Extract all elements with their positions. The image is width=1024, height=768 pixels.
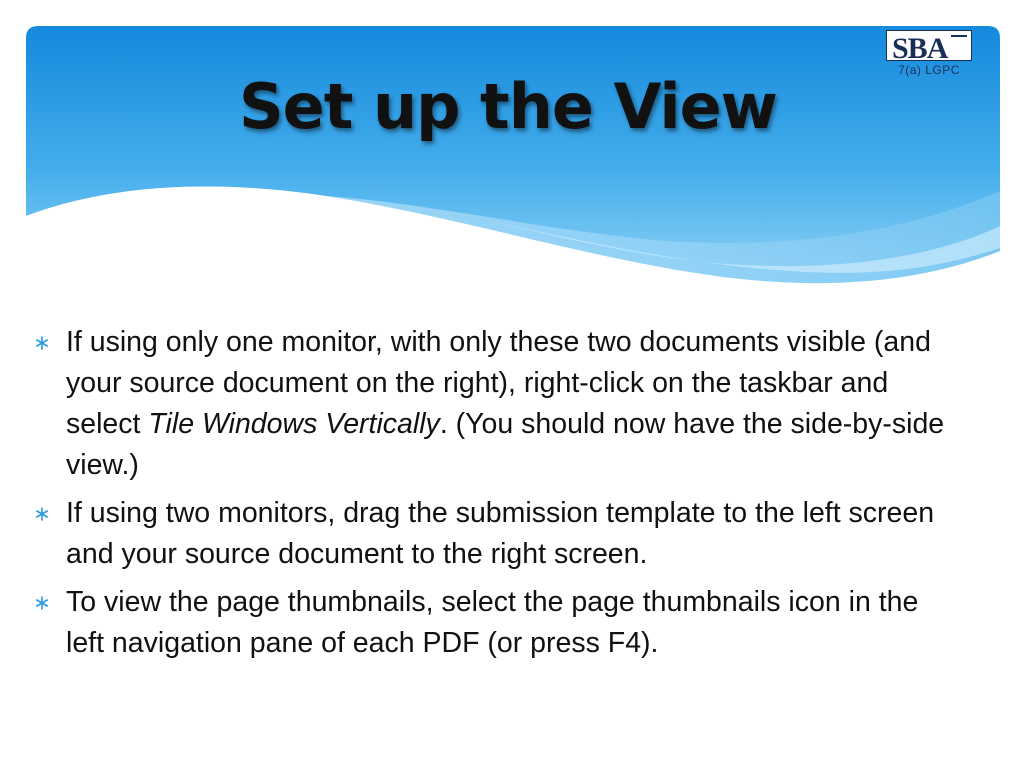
- sba-wordmark: SBA: [892, 32, 948, 62]
- bullet-text: If using two monitors, drag the submission template to the left screen and your source document to the right screen.: [66, 497, 935, 570]
- asterisk-bullet-icon: [34, 595, 50, 611]
- sba-logo: [886, 30, 974, 78]
- bullet-item: [34, 582, 964, 664]
- sba-logo-box: [886, 30, 972, 61]
- header-banner: [26, 26, 1000, 288]
- sba-logo-caption: 7(a) LGPC: [898, 63, 960, 77]
- slide-content: [34, 322, 964, 671]
- asterisk-bullet-icon: [34, 335, 50, 351]
- sba-logo-icon: [889, 31, 971, 62]
- bullet-text-emphasis: Tile Windows Vertically: [148, 408, 440, 440]
- bullet-text-part: . (You should now have the side-by-side view.): [66, 408, 945, 481]
- asterisk-bullet-icon: [34, 506, 50, 522]
- slide-title: Set up the View: [239, 70, 777, 143]
- bullet-text: To view the page thumbnails, select the page thumbnails icon in the left navigation pane of each PDF (or press F4).: [66, 586, 919, 659]
- bullet-list: [34, 322, 964, 664]
- bullet-item: [34, 322, 964, 486]
- bullet-text-part: If using only one monitor, with only these two documents visible (and your source document on the right), right-click on the taskbar and select: [66, 326, 931, 440]
- bullet-item: [34, 493, 964, 575]
